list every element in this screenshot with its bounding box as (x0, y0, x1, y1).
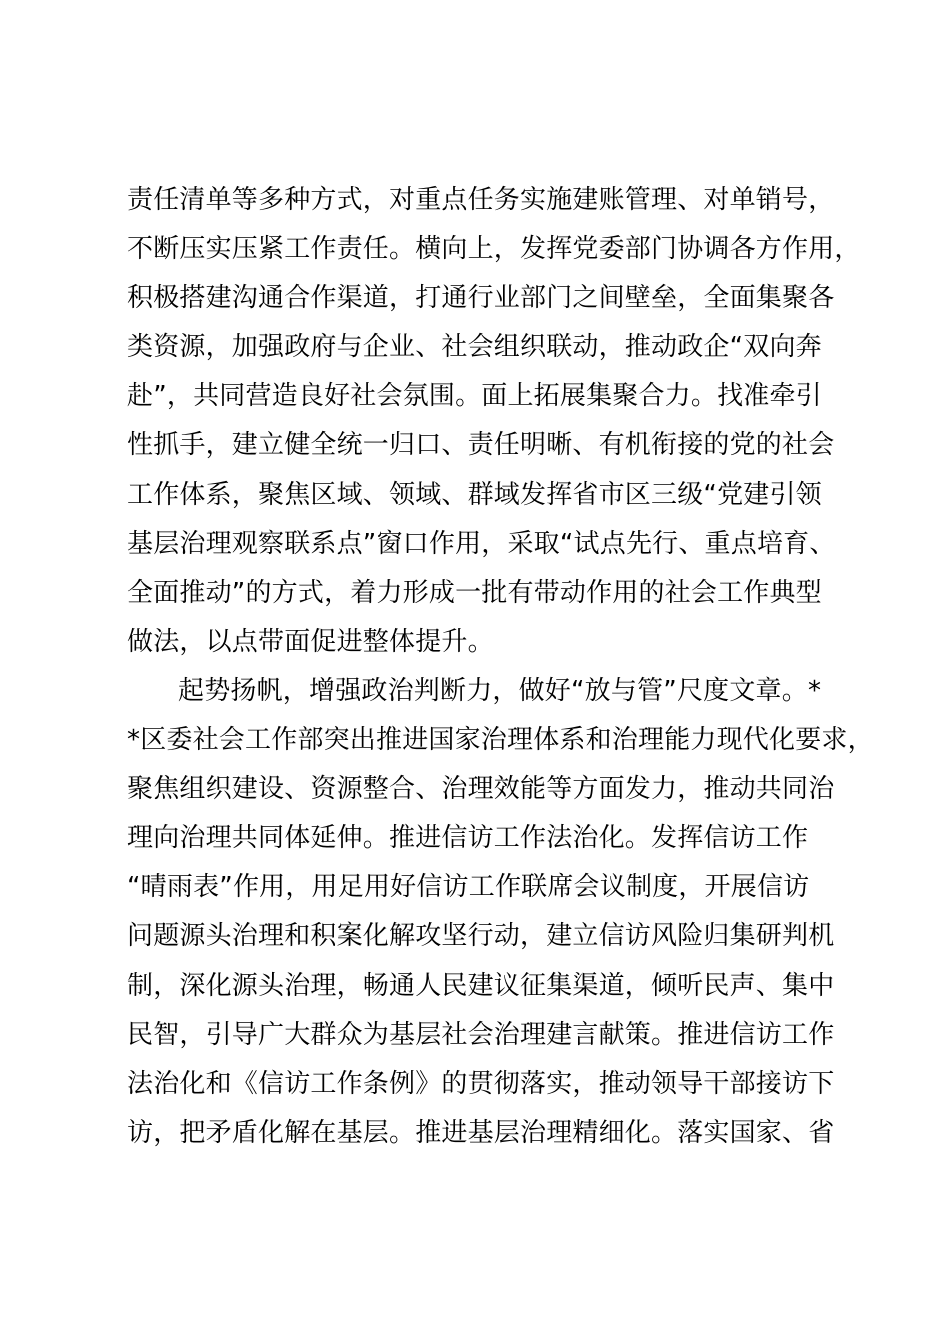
text-line: 法治化和《信访工作条例》的贯彻落实，推动领导干部接访下 (127, 1068, 835, 1099)
text-line: *区委社会工作部突出推进国家治理体系和治理能力现代化要求， (127, 725, 874, 756)
text-line: 性抓手，建立健全统一归口、责任明晰、有机衔接的党的社会 (127, 430, 835, 461)
text-line: 积极搭建沟通合作渠道，打通行业部门之间壁垒，全面集聚各 (127, 283, 835, 314)
text-line: 全面推动”的方式，着力形成一批有带动作用的社会工作典型 (127, 577, 822, 608)
text-line: 问题源头治理和积案化解攻坚行动，建立信访风险归集研判机 (127, 921, 835, 952)
paragraph-start-line: 起势扬帆，增强政治判断力，做好“放与管”尺度文章。* (178, 675, 822, 706)
body-text (127, 176, 874, 1158)
text-line: 责任清单等多种方式，对重点任务实施建账管理、对单销号， (127, 185, 835, 215)
text-line: 类资源，加强政府与企业、社会组织联动，推动政企“双向奔 (127, 332, 822, 363)
text-line: 工作体系，聚焦区域、领域、群域发挥省市区三级“党建引领 (127, 479, 822, 510)
text-line: 聚焦组织建设、资源整合、治理效能等方面发力，推动共同治 (127, 774, 835, 805)
text-line: 民智，引导广大群众为基层社会治理建言献策。推进信访工作 (127, 1019, 835, 1050)
text-line: 理向治理共同体延伸。推进信访工作法治化。发挥信访工作 (127, 823, 809, 854)
text-line: 赴”，共同营造良好社会氛围。面上拓展集聚合力。找准牵引 (127, 381, 822, 412)
text-line: 不断压实压紧工作责任。横向上，发挥党委部门协调各方作用， (127, 234, 861, 265)
text-line: 制，深化源头治理，畅通人民建议征集渠道，倾听民声、集中 (127, 970, 835, 1001)
text-line: 基层治理观察联系点”窗口作用，采取“试点先行、重点培育、 (127, 528, 836, 559)
text-line: 做法，以点带面促进整体提升。 (127, 626, 494, 657)
text-line: “晴雨表”作用，用足用好信访工作联席会议制度，开展信访 (127, 872, 810, 903)
text-line: 访，把矛盾化解在基层。推进基层治理精细化。落实国家、省 (127, 1117, 835, 1148)
